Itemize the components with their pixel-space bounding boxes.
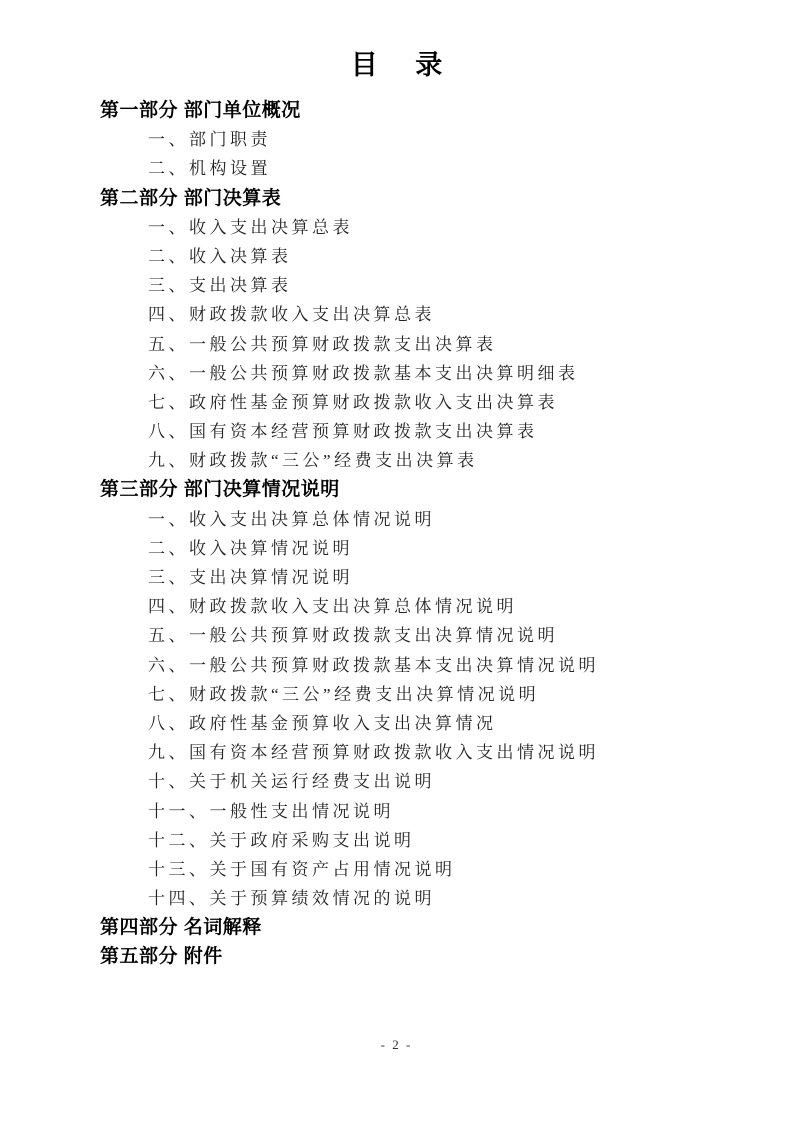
- toc-item: 五、一般公共预算财政拨款支出决算情况说明: [148, 626, 558, 646]
- toc-item: 九、国有资本经营预算财政拨款收入支出情况说明: [148, 743, 599, 763]
- toc-item: 二、机构设置: [148, 159, 271, 179]
- toc-item: 七、财政拨款“三公”经费支出决算情况说明: [148, 684, 540, 704]
- page-number: - 2 -: [380, 1037, 413, 1052]
- toc-item: 四、财政拨款收入支出决算总表: [148, 305, 435, 325]
- toc-section-heading: 第四部分 名词解释: [100, 917, 262, 939]
- toc-item: 六、一般公共预算财政拨款基本支出决算明细表: [148, 363, 579, 383]
- toc-section-heading: 第三部分 部门决算情况说明: [100, 479, 340, 501]
- toc-item: 一、收入支出决算总体情况说明: [148, 509, 435, 529]
- toc-item: 二、收入决算情况说明: [148, 538, 353, 558]
- toc-item: 八、政府性基金预算收入支出决算情况: [148, 713, 497, 733]
- toc-item: 四、财政拨款收入支出决算总体情况说明: [148, 597, 517, 617]
- toc-item: 三、支出决算情况说明: [148, 568, 353, 587]
- toc-item: 一、部门职责: [148, 130, 271, 150]
- toc-item: 七、政府性基金预算财政拨款收入支出决算表: [148, 392, 558, 412]
- toc-item: 十一、一般性支出情况说明: [148, 801, 394, 821]
- toc-item: 九、财政拨款“三公”经费支出决算表: [148, 451, 478, 471]
- toc-item: 十二、关于政府采购支出说明: [148, 830, 415, 850]
- toc-item: 三、支出决算表: [148, 276, 292, 296]
- toc-item: 一、收入支出决算总表: [148, 217, 353, 237]
- toc-section-heading: 第五部分 附件: [100, 946, 223, 968]
- page-title: 目 录: [350, 50, 443, 80]
- toc-item: 二、收入决算表: [148, 246, 292, 266]
- toc-section-heading: 第二部分 部门决算表: [100, 187, 282, 209]
- toc-item: 六、一般公共预算财政拨款基本支出决算情况说明: [148, 655, 599, 675]
- toc-item: 八、国有资本经营预算财政拨款支出决算表: [148, 422, 538, 442]
- toc-section-heading: 第一部分 部门单位概况: [100, 100, 301, 121]
- toc-item: 十四、关于预算绩效情况的说明: [148, 889, 435, 909]
- toc-item: 十、关于机关运行经费支出说明: [148, 772, 435, 792]
- toc-item: 五、一般公共预算财政拨款支出决算表: [148, 334, 497, 354]
- table-of-contents: [100, 96, 743, 972]
- page-footer: [0, 1037, 793, 1053]
- toc-item: 十三、关于国有资产占用情况说明: [148, 859, 456, 879]
